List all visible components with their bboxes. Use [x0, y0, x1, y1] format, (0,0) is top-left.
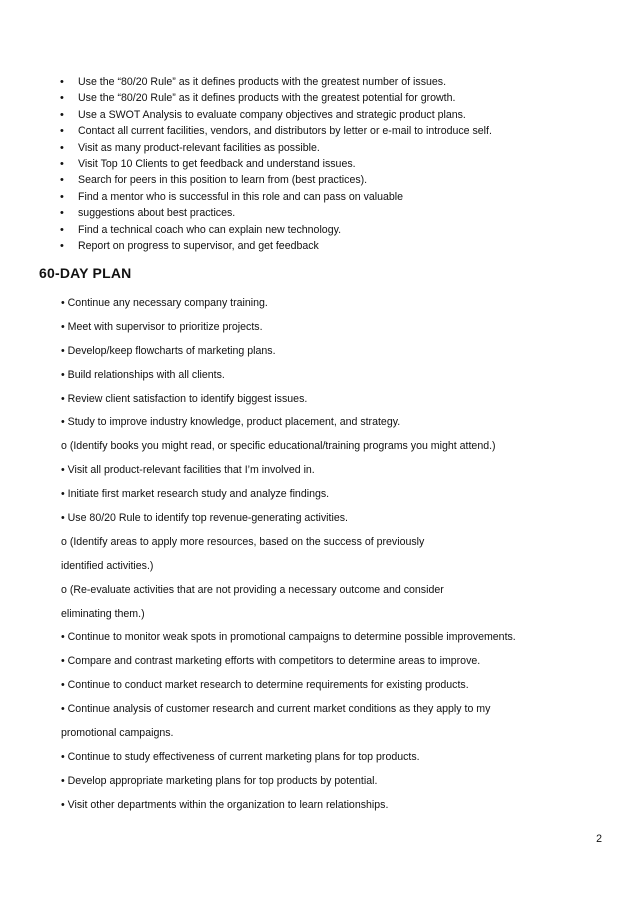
plan-line: o (Identify books you might read, or specific educational/training programs you might attend.)	[61, 440, 496, 453]
list-item	[60, 222, 492, 238]
bullet-glyph: •	[60, 239, 64, 252]
plan-list	[61, 292, 516, 818]
bullet-glyph: •	[60, 76, 64, 88]
bullet-glyph: •	[60, 141, 64, 154]
list-item	[60, 172, 492, 188]
plan-line: • Develop/keep flowcharts of marketing plans.	[61, 344, 276, 357]
plan-line: • Study to improve industry knowledge, product placement, and strategy.	[61, 416, 401, 429]
plan-line: • Continue any necessary company training.	[61, 297, 268, 309]
bullet-glyph: •	[60, 157, 64, 170]
list-item-text: Use a SWOT Analysis to evaluate company objectives and strategic product plans.	[78, 108, 466, 121]
plan-line: • Visit all product-relevant facilities that I’m involved in.	[61, 464, 315, 477]
plan-line: • Review client satisfaction to identify biggest issues.	[61, 392, 308, 405]
list-item	[60, 123, 492, 139]
list-item	[60, 90, 492, 106]
plan-line: • Meet with supervisor to prioritize projects.	[61, 320, 263, 333]
bullet-glyph: •	[60, 174, 64, 187]
plan-line: promotional campaigns.	[61, 727, 174, 740]
plan-line: • Continue to monitor weak spots in promotional campaigns to determine possible improvements.	[61, 631, 516, 644]
list-item	[60, 238, 492, 254]
plan-line: eliminating them.)	[61, 607, 145, 620]
list-item	[60, 205, 492, 221]
list-item-text: Search for peers in this position to learn from (best practices).	[78, 174, 368, 187]
plan-line: identified activities.)	[61, 559, 154, 572]
plan-line: • Build relationships with all clients.	[61, 368, 225, 381]
bullet-glyph: •	[60, 125, 64, 138]
bullet-glyph: •	[60, 190, 64, 203]
plan-line: • Continue to study effectiveness of current marketing plans for top products.	[61, 750, 420, 763]
list-item	[60, 140, 492, 156]
top-bullet-list	[60, 74, 492, 254]
plan-line: • Continue analysis of customer research and current market conditions as they apply to my	[61, 703, 491, 716]
plan-line: o (Re-evaluate activities that are not providing a necessary outcome and consider	[61, 583, 444, 596]
list-item-text: Use the “80/20 Rule” as it defines products with the greatest potential for growth.	[78, 92, 456, 105]
bullet-glyph: •	[60, 207, 64, 220]
plan-line: • Develop appropriate marketing plans for top products by potential.	[61, 774, 378, 787]
plan-line: • Use 80/20 Rule to identify top revenue-generating activities.	[61, 512, 348, 525]
list-item	[60, 156, 492, 172]
list-item-text: Find a mentor who is successful in this role and can pass on valuable	[78, 190, 404, 203]
bullet-glyph: •	[60, 223, 64, 236]
list-item-text: Contact all current facilities, vendors, and distributors by letter or e-mail to introduce self.	[78, 125, 492, 138]
plan-line: o (Identify areas to apply more resources, based on the success of previously	[61, 535, 425, 548]
list-item	[60, 107, 492, 123]
plan-line: • Compare and contrast marketing efforts with competitors to determine areas to improve.	[61, 655, 481, 668]
list-item-text: Find a technical coach who can explain new technology.	[78, 223, 342, 236]
plan-line: • Continue to conduct market research to determine requirements for existing products.	[61, 679, 469, 692]
plan-line: • Visit other departments within the organization to learn relationships.	[61, 798, 389, 811]
bullet-glyph: •	[60, 92, 64, 105]
list-item-text: suggestions about best practices.	[78, 207, 236, 220]
list-item	[60, 74, 492, 90]
page-number: 2	[596, 833, 602, 845]
list-item-text: Report on progress to supervisor, and get feedback	[78, 239, 319, 252]
list-item-text: Visit as many product-relevant facilities as possible.	[78, 141, 320, 154]
list-item-text: Visit Top 10 Clients to get feedback and understand issues.	[78, 157, 356, 170]
section-heading: 60-DAY PLAN	[39, 265, 132, 281]
plan-line: • Initiate first market research study and analyze findings.	[61, 488, 330, 501]
bullet-glyph: •	[60, 108, 64, 121]
list-item	[60, 189, 492, 205]
list-item-text: Use the “80/20 Rule” as it defines products with the greatest number of issues.	[78, 76, 447, 88]
